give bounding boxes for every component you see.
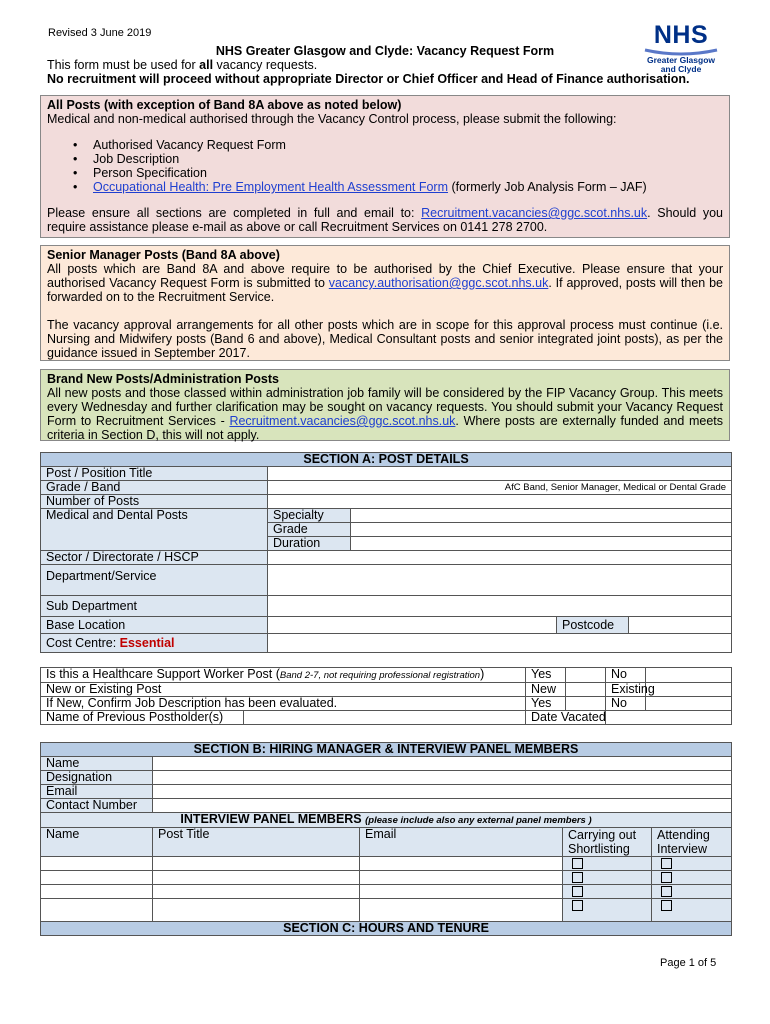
no-label: No (606, 697, 646, 711)
panel-name-input[interactable] (41, 857, 153, 871)
all-posts-heading: All Posts (with exception of Band 8A above as noted below) (47, 98, 402, 112)
specialty-label: Specialty (268, 509, 351, 523)
previous-postholder-label: Name of Previous Postholder(s) (41, 711, 244, 725)
yes-label: Yes (526, 697, 566, 711)
jd-evaluated-question: If New, Confirm Job Description has been evaluated. (41, 697, 526, 711)
new-posts-heading: Brand New Posts/Administration Posts (47, 372, 279, 386)
hm-contact-label: Contact Number (41, 799, 153, 813)
list-item: • Authorised Vacancy Request Form (93, 138, 723, 152)
list-item: • Job Description (93, 152, 723, 166)
section-b-title: SECTION B: HIRING MANAGER & INTERVIEW PANEL MEMBERS (41, 743, 732, 757)
department-input[interactable] (268, 565, 732, 596)
interview-checkbox[interactable] (661, 872, 672, 883)
specialty-input[interactable] (351, 509, 732, 523)
post-status-table (40, 667, 732, 725)
oh-form-link[interactable]: Occupational Health: Pre Employment Health Assessment Form (93, 180, 449, 194)
previous-postholder-input[interactable] (244, 711, 526, 725)
shortlisting-checkbox[interactable] (572, 886, 583, 897)
existing-label: Existing (606, 683, 646, 697)
email-instructions: Please ensure all sections are completed in full and email to: Recruitment.vacancies@ggc.scot.nhs.uk. Should you require assistance please e-mail as above or call Recruitment Services on 0141 278 2700. (47, 206, 723, 234)
hm-contact-input[interactable] (153, 799, 732, 813)
all-posts-intro: Medical and non-medical authorised through the Vacancy Control process, please submit the following: (47, 112, 617, 126)
post-title-label: Post / Position Title (41, 467, 268, 481)
new-posts-text: All new posts and those classed within administration job family will be considered by the FIP Vacancy Group. This meets every Wednesday and further clarification may be sought on vacancy requests. You should submit your Vacancy Request Form to Recruitment Services - Recruitment.vacancies@ggc.scot.nhs.uk. Where posts are externally funded and meets criteria in Section D, this will not apply. (47, 386, 723, 442)
sub-department-label: Sub Department (41, 596, 268, 617)
hm-email-input[interactable] (153, 785, 732, 799)
duration-label: Duration (268, 537, 351, 551)
revision-date: Revised 3 June 2019 (48, 27, 152, 39)
hm-designation-label: Designation (41, 771, 153, 785)
section-a-title: SECTION A: POST DETAILS (41, 453, 732, 467)
yes-label: Yes (526, 668, 566, 683)
sub-department-input[interactable] (268, 596, 732, 617)
col-post-header: Post Title (153, 828, 360, 857)
panel-name-input[interactable] (41, 871, 153, 885)
panel-email-input[interactable] (360, 899, 563, 922)
form-title: NHS Greater Glasgow and Clyde: Vacancy Request Form (215, 44, 555, 58)
panel-post-input[interactable] (153, 899, 360, 922)
panel-email-input[interactable] (360, 885, 563, 899)
panel-name-input[interactable] (41, 885, 153, 899)
section-c-title: SECTION C: HOURS AND TENURE (41, 922, 732, 936)
panel-post-input[interactable] (153, 885, 360, 899)
section-a-table (40, 452, 732, 653)
hm-name-label: Name (41, 757, 153, 771)
senior-para2: The vacancy approval arrangements for all other posts which are in scope for this approval process must continue (i.e. Nursing and Midwifery posts (Band 6 and above), Medical Consultant posts and senior integrated joint posts), as per the guidance issued in September 2017. (47, 318, 723, 360)
all-posts-info-box (40, 95, 730, 238)
sector-label: Sector / Directorate / HSCP (41, 551, 268, 565)
senior-heading: Senior Manager Posts (Band 8A above) (47, 248, 280, 262)
postcode-input[interactable] (629, 617, 732, 634)
panel-name-input[interactable] (41, 899, 153, 922)
no-checkbox[interactable] (646, 668, 732, 683)
required-documents-list (47, 138, 723, 194)
recruitment-email-link[interactable]: Recruitment.vacancies@ggc.scot.nhs.uk (421, 206, 648, 220)
new-existing-question: New or Existing Post (41, 683, 526, 697)
new-posts-info-box (40, 369, 730, 441)
panel-email-input[interactable] (360, 857, 563, 871)
nhs-logo: NHS Greater Glasgow and Clyde (640, 22, 722, 74)
yes-checkbox[interactable] (566, 668, 606, 683)
section-b-table (40, 742, 732, 936)
sector-input[interactable] (268, 551, 732, 565)
col-interview-header: Attending Interview (652, 828, 732, 857)
cost-centre-input[interactable] (268, 634, 732, 653)
panel-email-input[interactable] (360, 871, 563, 885)
grade-band-input[interactable]: AfC Band, Senior Manager, Medical or Dental Grade (268, 481, 732, 495)
col-shortlisting-header: Carrying out Shortlisting (563, 828, 652, 857)
senior-text: All posts which are Band 8A and above require to be authorised by the Chief Executive. Please ensure that your authorised Vacancy Request Form is submitted to vacancy.authorisation@ggc.scot.nhs.uk. If approved, posts will then be forwarded on to the Recruitment Service. (47, 262, 723, 304)
new-checkbox[interactable] (566, 683, 606, 697)
grade-label: Grade (268, 523, 351, 537)
list-item: • Occupational Health: Pre Employment Health Assessment Form (formerly Job Analysis Form – JAF) (93, 180, 723, 194)
department-label: Department/Service (41, 565, 268, 596)
panel-members-title: INTERVIEW PANEL MEMBERS (please include also any external panel members ) (41, 813, 732, 828)
cost-centre-label: Cost Centre: Essential (41, 634, 268, 653)
col-email-header: Email (360, 828, 563, 857)
shortlisting-checkbox[interactable] (572, 872, 583, 883)
interview-checkbox[interactable] (661, 886, 672, 897)
shortlisting-checkbox[interactable] (572, 858, 583, 869)
interview-checkbox[interactable] (661, 858, 672, 869)
medical-posts-label: Medical and Dental Posts (41, 509, 268, 551)
date-vacated-label: Date Vacated (526, 711, 606, 725)
panel-post-input[interactable] (153, 857, 360, 871)
page-number: Page 1 of 5 (660, 957, 717, 969)
authorisation-note: No recruitment will proceed without appropriate Director or Chief Officer and Head of Finance authorisation. (47, 72, 690, 86)
post-title-input[interactable] (268, 467, 732, 481)
jd-no-checkbox[interactable] (646, 697, 732, 711)
grade-band-label: Grade / Band (41, 481, 268, 495)
form-usage-note: This form must be used for all vacancy requests. (47, 58, 318, 72)
senior-manager-info-box (40, 245, 730, 361)
postcode-label: Postcode (557, 617, 629, 634)
no-label: No (606, 668, 646, 683)
duration-input[interactable] (351, 537, 732, 551)
hm-email-label: Email (41, 785, 153, 799)
interview-checkbox[interactable] (661, 900, 672, 911)
col-name-header: Name (41, 828, 153, 857)
existing-checkbox[interactable] (646, 683, 732, 697)
base-location-label: Base Location (41, 617, 268, 634)
number-posts-label: Number of Posts (41, 495, 268, 509)
new-label: New (526, 683, 566, 697)
panel-post-input[interactable] (153, 871, 360, 885)
recruitment-email-link-2[interactable]: Recruitment.vacancies@ggc.scot.nhs.uk (229, 414, 456, 428)
date-vacated-input[interactable] (606, 711, 732, 725)
support-worker-question: Is this a Healthcare Support Worker Post (Band 2-7, not requiring professional registration) (41, 668, 526, 683)
base-location-input[interactable] (268, 617, 557, 634)
hm-name-input[interactable] (153, 757, 732, 771)
hm-designation-input[interactable] (153, 771, 732, 785)
jd-yes-checkbox[interactable] (566, 697, 606, 711)
grade-input[interactable] (351, 523, 732, 537)
shortlisting-checkbox[interactable] (572, 900, 583, 911)
list-item: • Person Specification (93, 166, 723, 180)
authorisation-email-link[interactable]: vacancy.authorisation@ggc.scot.nhs.uk (328, 276, 549, 290)
number-posts-input[interactable] (268, 495, 732, 509)
